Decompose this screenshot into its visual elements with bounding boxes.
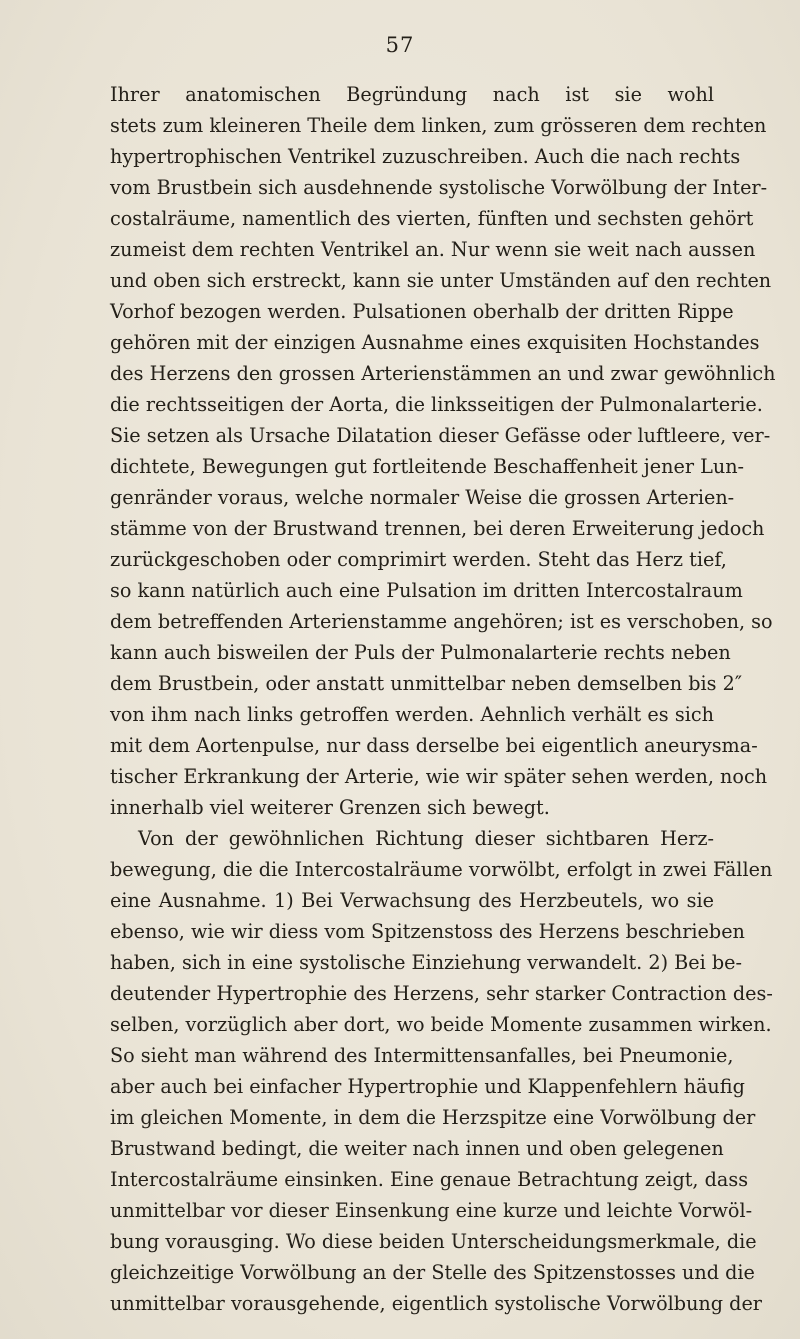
text-line: bung vorausging. Wo diese beiden Unterscheidungsmerkmale, die xyxy=(110,1230,757,1253)
text-line: stets zum kleineren Theile dem linken, zum grösseren dem rechten xyxy=(110,114,767,137)
text-line: eine Ausnahme. 1) Bei Verwachsung des Herzbeutels, wo sie xyxy=(110,889,714,912)
text-line: costalräume, namentlich des vierten, fünften und sechsten gehört xyxy=(110,207,754,230)
text-line: So sieht man während des Intermittensanfalles, bei Pneumonie, xyxy=(110,1044,734,1067)
text-line: gleichzeitige Vorwölbung an der Stelle des Spitzenstosses und die xyxy=(110,1261,755,1284)
text-line: zurückgeschoben oder comprimirt werden. Steht das Herz tief, xyxy=(110,548,727,571)
text-line: zumeist dem rechten Ventrikel an. Nur wenn sie weit nach aussen xyxy=(110,238,756,261)
text-line: so kann natürlich auch eine Pulsation im dritten Intercostalraum xyxy=(110,579,743,602)
text-line: gehören mit der einzigen Ausnahme eines exquisiten Hochstandes xyxy=(110,331,760,354)
paragraph-start-line: Von der gewöhnlichen Richtung dieser sichtbaren Herz- xyxy=(138,827,714,850)
text-line: vom Brustbein sich ausdehnende systolische Vorwölbung der Inter- xyxy=(110,176,768,199)
text-line: und oben sich erstreckt, kann sie unter Umständen auf den rechten xyxy=(110,269,772,292)
text-line: selben, vorzüglich aber dort, wo beide Momente zusammen wirken. xyxy=(110,1013,772,1036)
text-line: tischer Erkrankung der Arterie, wie wir später sehen werden, noch xyxy=(110,765,768,788)
text-line: unmittelbar vorausgehende, eigentlich systolische Vorwölbung der xyxy=(110,1292,762,1315)
text-line: dichtete, Bewegungen gut fortleitende Beschaffenheit jener Lun- xyxy=(110,455,745,478)
text-line: Sie setzen als Ursache Dilatation dieser Gefässe oder luftleere, ver- xyxy=(110,424,771,447)
text-line: Ihrer anatomischen Begründung nach ist sie wohl xyxy=(110,83,714,106)
text-line: Intercostalräume einsinken. Eine genaue Betrachtung zeigt, dass xyxy=(110,1168,749,1191)
text-line: des Herzens den grossen Arterienstämmen an und zwar gewöhnlich xyxy=(110,362,776,385)
text-line: von ihm nach links getroffen werden. Aehnlich verhält es sich xyxy=(110,703,714,726)
text-line: genränder voraus, welche normaler Weise die grossen Arterien- xyxy=(110,486,735,509)
text-line: Vorhof bezogen werden. Pulsationen oberhalb der dritten Rippe xyxy=(110,300,734,323)
page-number: 57 xyxy=(385,33,415,57)
text-line: hypertrophischen Ventrikel zuzuschreiben. Auch die nach rechts xyxy=(110,145,741,168)
text-line: aber auch bei einfacher Hypertrophie und Klappenfehlern häufig xyxy=(110,1075,745,1098)
text-line: ebenso, wie wir diess vom Spitzenstoss des Herzens beschrieben xyxy=(110,920,745,943)
text-line: die rechtsseitigen der Aorta, die linksseitigen der Pulmonalarterie. xyxy=(110,393,763,416)
text-line: bewegung, die die Intercostalräume vorwölbt, erfolgt in zwei Fällen xyxy=(110,858,773,881)
text-line: dem betreffenden Arterienstamme angehören; ist es verschoben, so xyxy=(110,610,773,633)
text-line: dem Brustbein, oder anstatt unmittelbar neben demselben bis 2″ xyxy=(110,672,742,695)
paragraph-end-line: innerhalb viel weiterer Grenzen sich bewegt. xyxy=(110,796,550,819)
text-line: unmittelbar vor dieser Einsenkung eine kurze und leichte Vorwöl- xyxy=(110,1199,753,1222)
text-line: haben, sich in eine systolische Einziehung verwandelt. 2) Bei be- xyxy=(110,951,742,974)
text-line: im gleichen Momente, in dem die Herzspitze eine Vorwölbung der xyxy=(110,1106,756,1129)
body-text xyxy=(110,79,776,1319)
text-line: deutender Hypertrophie des Herzens, sehr starker Contraction des- xyxy=(110,982,773,1005)
text-line: mit dem Aortenpulse, nur dass derselbe bei eigentlich aneurysma- xyxy=(110,734,758,757)
text-line: stämme von der Brustwand trennen, bei deren Erweiterung jedoch xyxy=(110,517,765,540)
text-line: kann auch bisweilen der Puls der Pulmonalarterie rechts neben xyxy=(110,641,731,664)
text-line: Brustwand bedingt, die weiter nach innen und oben gelegenen xyxy=(110,1137,724,1160)
